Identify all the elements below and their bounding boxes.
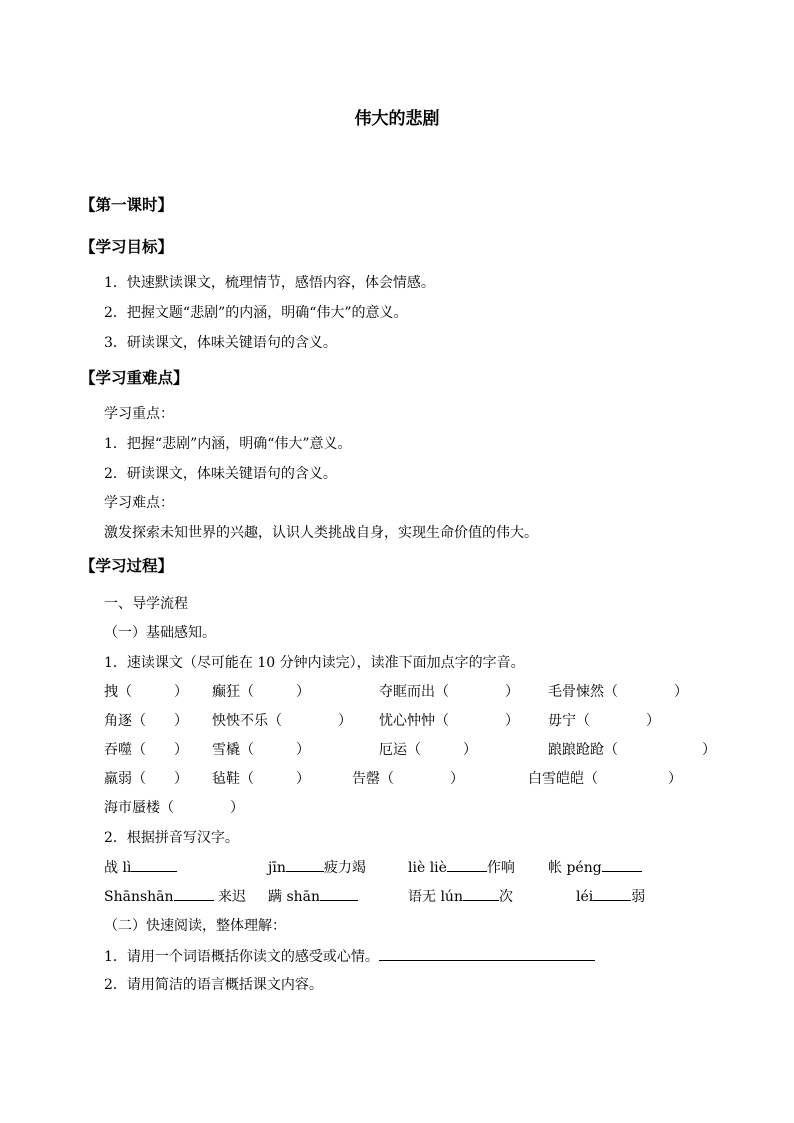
answer-blank[interactable] [131, 857, 177, 872]
pinyin-text: 战 lì [104, 860, 132, 876]
pinyin-item [104, 857, 177, 878]
pinyin-text: 次 [498, 889, 513, 905]
section-keypoints: 【学习重难点】 [80, 369, 189, 387]
pinyin-text: 语无 lún [408, 889, 463, 905]
pinyin-item [408, 886, 513, 907]
pinyin-text: jīn [268, 860, 286, 876]
pinyin-text: Shānshān [104, 889, 174, 905]
section-process: 【学习过程】 [80, 557, 174, 575]
section-goals: 【学习目标】 [80, 238, 174, 256]
goal-item: 3．研读课文，体味关键语句的含义。 [104, 335, 337, 351]
word-item: 拽（ ） [104, 684, 188, 700]
word-item: 告罄（ ） [352, 771, 464, 787]
pinyin-item [104, 886, 246, 907]
section-lesson: 【第一课时】 [80, 196, 174, 214]
word-item: 吞噬（ ） [104, 742, 188, 758]
word-item: 夺眶而出（ ） [379, 684, 519, 700]
process-part1: 一、导学流程 [104, 596, 188, 612]
pinyin-item [548, 857, 642, 878]
pinyin-text: 作响 [486, 860, 515, 876]
goal-item: 1．快速默读课文，梳理情节，感悟内容，体会情感。 [104, 275, 435, 291]
word-item: 毋宁（ ） [548, 713, 660, 729]
answer-blank[interactable] [447, 857, 487, 872]
word-item: 角逐（ ） [104, 713, 188, 729]
difficulty-label: 学习难点： [104, 495, 174, 511]
word-item: 雪橇（ ） [212, 742, 310, 758]
page-title: 伟大的悲剧 [354, 109, 440, 129]
process-sub1: （一）基础感知。 [104, 625, 216, 641]
word-item: 毡鞋（ ） [212, 771, 310, 787]
pinyin-text: 弱 [631, 889, 646, 905]
pinyin-text: 蹒 shān [268, 889, 321, 905]
word-item: 踉踉跄跄（ ） [548, 742, 716, 758]
word-item: 海市蜃楼（ ） [104, 800, 244, 816]
pinyin-text: liè liè [408, 860, 447, 876]
word-item: 癫狂（ ） [212, 684, 310, 700]
answer-blank[interactable] [593, 886, 631, 901]
word-item: 怏怏不乐（ ） [212, 713, 352, 729]
pinyin-item [268, 857, 366, 878]
question-item: 2．请用简洁的语言概括课文内容。 [104, 977, 323, 993]
pinyin-text: 来迟 [213, 889, 246, 905]
word-item: 厄运（ ） [379, 742, 477, 758]
word-item: 羸弱（ ） [104, 771, 188, 787]
answer-blank[interactable] [379, 946, 595, 961]
answer-blank[interactable] [286, 857, 324, 872]
word-item: 忧心忡忡（ ） [379, 713, 519, 729]
process-sub2: （二）快速阅读，整体理解： [104, 918, 286, 934]
pinyin-item [576, 886, 645, 907]
answer-blank[interactable] [463, 886, 499, 901]
pinyin-text: 帐 péng [548, 860, 602, 876]
word-item: 白雪皑皑（ ） [528, 771, 682, 787]
pinyin-item [408, 857, 515, 878]
answer-blank[interactable] [174, 886, 214, 901]
pinyin-item [268, 886, 358, 907]
focus-item: 1．把握“悲剧”内涵，明确“伟大”意义。 [104, 436, 352, 452]
pinyin-text: léi [576, 889, 594, 905]
difficulty-text: 激发探索未知世界的兴趣，认识人类挑战自身，实现生命价值的伟大。 [104, 525, 538, 541]
pinyin-text: 疲力竭 [323, 860, 366, 876]
question-text: 1．请用一个词语概括你读文的感受或心情。 [104, 949, 379, 965]
question-item [104, 946, 595, 967]
word-item: 毛骨悚然（ ） [548, 684, 688, 700]
focus-item: 2．研读课文，体味关键语句的含义。 [104, 466, 337, 482]
answer-blank[interactable] [320, 886, 358, 901]
goal-item: 2．把握文题“悲剧”的内涵，明确“伟大”的意义。 [104, 305, 408, 321]
task2: 2．根据拼音写汉字。 [104, 830, 239, 846]
focus-label: 学习重点： [104, 406, 174, 422]
answer-blank[interactable] [602, 857, 642, 872]
task1: 1．速读课文（尽可能在 10 分钟内读完），读准下面加点字的字音。 [104, 655, 525, 671]
